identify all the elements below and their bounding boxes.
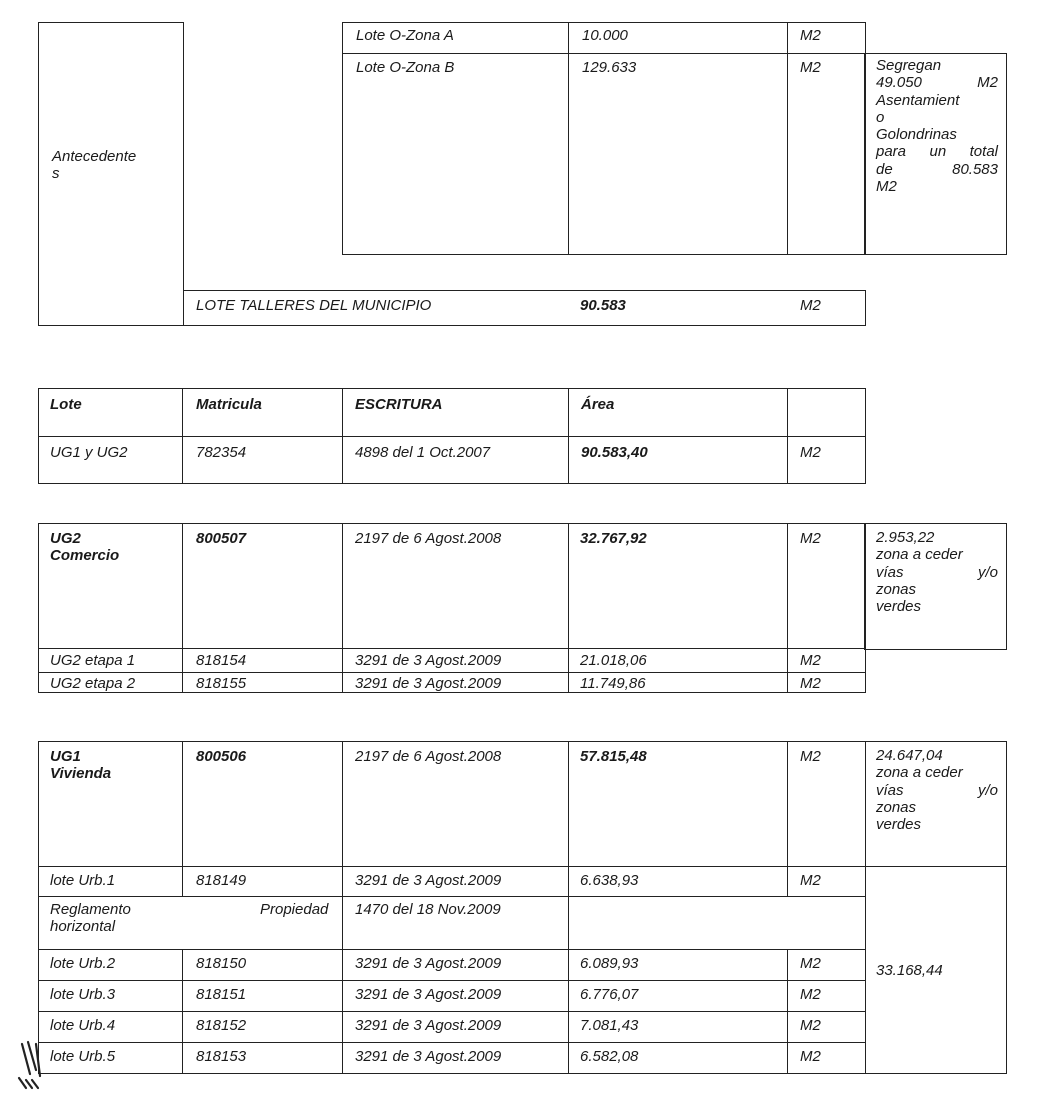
zona-b-unit: M2 [800,59,821,76]
ug1-unit: M2 [800,748,821,765]
note-line: zona a ceder [876,764,963,782]
row-area: 11.749,86 [580,675,646,692]
row-area: 7.081,43 [580,1017,639,1034]
ug1-subtotal: 33.168,44 [876,962,943,979]
ug2-lote-line1: UG2 [50,530,81,547]
row-unit: M2 [800,675,821,692]
row-unit: M2 [800,872,821,889]
row-escritura: 3291 de 3 Agost.2009 [355,872,502,889]
zona-a-name: Lote O-Zona A [356,27,454,44]
total-name: LOTE TALLERES DEL MUNICIPIO [196,297,432,314]
row-area: 6.638,93 [580,872,639,889]
ug2-unit: M2 [800,530,821,547]
row-escritura: 3291 de 3 Agost.2009 [355,986,502,1003]
row-lote: lote Urb.1 [50,872,116,889]
row-area: 6.776,07 [580,986,639,1003]
row-lote: UG2 etapa 2 [50,675,136,692]
divider [182,388,183,484]
divider [342,741,343,1074]
divider [865,741,866,1074]
header-escritura: ESCRITURA [355,396,443,413]
row-area: 21.018,06 [580,652,647,669]
note-line: Golondrinas [876,126,957,144]
reglamento-line2: horizontal [50,918,116,935]
divider [568,741,569,1074]
row-unit: M2 [800,1048,821,1065]
row-escritura: 3291 de 3 Agost.2009 [355,1048,502,1065]
row-unit: M2 [800,986,821,1003]
ug1-lote [50,748,111,782]
row-escritura: 3291 de 3 Agost.2009 [355,652,502,669]
divider [38,436,866,437]
divider [787,22,788,255]
row-unit: M2 [800,955,821,972]
note-line: Segregan [876,57,942,74]
antecedentes-label-line2: s [52,165,60,182]
divider [787,523,788,693]
total-area: 90.583 [580,297,626,314]
ug2-area: 32.767,92 [580,530,647,547]
ug1-note [876,747,998,833]
header-area: Área [581,396,615,413]
row-lote: lote Urb.5 [50,1048,116,1065]
ug2-matricula: 800507 [196,530,247,547]
ug2-lote-line2: Comercio [50,547,120,564]
antecedentes-label-line1: Antecedente [52,148,137,165]
note-line: 2.953,22 [876,529,935,546]
row-escritura: 3291 de 3 Agost.2009 [355,955,502,972]
zona-a-unit: M2 [800,27,821,44]
divider [342,388,343,484]
ug2-note [876,529,998,615]
divider [38,1011,866,1012]
divider [568,388,569,484]
row-matricula: 818149 [196,872,247,889]
reglamento-line1-left: Reglamento [50,901,131,918]
divider [38,896,866,897]
ug1-escritura: 2197 de 6 Agost.2008 [355,748,502,765]
ug1-lote-line1: UG1 [50,748,81,765]
note-line: 49.050 M2 [876,74,998,92]
divider [568,22,569,255]
row-unit: M2 [800,1017,821,1034]
row-matricula: 818153 [196,1048,247,1065]
divider [38,1042,866,1043]
reglamento-escritura: 1470 del 18 Nov.2009 [355,901,501,918]
ug1-matricula: 800506 [196,748,247,765]
header-matricula: Matricula [196,396,262,413]
row-unit: M2 [800,652,821,669]
summary-escritura: 4898 del 1 Oct.2007 [355,444,491,461]
header-lote: Lote [50,396,82,413]
note-line: para un total [876,143,998,161]
note-line: zonas [876,798,917,816]
divider [38,949,866,950]
ug2-lote [50,530,119,564]
row-lote: UG2 etapa 1 [50,652,136,669]
divider [342,523,343,693]
row-matricula: 818154 [196,652,247,669]
note-line: zonas [876,580,917,598]
divider [182,741,183,896]
row-matricula: 818151 [196,986,247,1003]
note-line: vías y/o [876,563,998,581]
row-escritura: 3291 de 3 Agost.2009 [355,675,502,692]
divider [182,949,183,1074]
note-line: Asentamient [876,91,960,109]
row-lote: lote Urb.3 [50,986,116,1003]
antecedentes-label [52,148,136,182]
segregan-note [876,57,998,195]
row-lote: lote Urb.2 [50,955,116,972]
summary-area: 90.583,40 [581,444,648,461]
divider [568,523,569,693]
note-line: verdes [876,598,922,616]
total-unit: M2 [800,297,821,314]
divider [787,388,788,484]
note-line: 24.647,04 [876,747,943,764]
divider [38,866,1007,867]
divider [38,980,866,981]
summary-lote: UG1 y UG2 [50,444,128,461]
divider [38,648,866,649]
ug1-lote-line2: Vivienda [50,765,112,782]
note-line: M2 [876,178,897,196]
divider [182,523,183,693]
row-matricula: 818150 [196,955,247,972]
row-escritura: 3291 de 3 Agost.2009 [355,1017,502,1034]
ug2-escritura: 2197 de 6 Agost.2008 [355,530,502,547]
note-line: o [876,108,885,126]
note-line: zona a ceder [876,546,963,564]
ug1-area: 57.815,48 [580,748,647,765]
row-lote: lote Urb.4 [50,1017,116,1034]
row-matricula: 818155 [196,675,247,692]
row-area: 6.582,08 [580,1048,639,1065]
reglamento-line1-right: Propiedad [260,901,329,918]
zona-b-name: Lote O-Zona B [356,59,455,76]
note-line: de 80.583 [876,160,998,178]
summary-unit: M2 [800,444,821,461]
divider [787,949,788,1074]
divider [787,741,788,896]
ug1-table-frame [38,741,1007,1074]
zona-a-area: 10.000 [582,27,628,44]
note-line: verdes [876,816,922,834]
handwritten-mark-icon [14,1040,54,1090]
row-area: 6.089,93 [580,955,639,972]
zona-b-area: 129.633 [582,59,637,76]
row-matricula: 818152 [196,1017,247,1034]
divider [38,672,866,673]
summary-matricula: 782354 [196,444,247,461]
note-line: vías y/o [876,781,998,799]
